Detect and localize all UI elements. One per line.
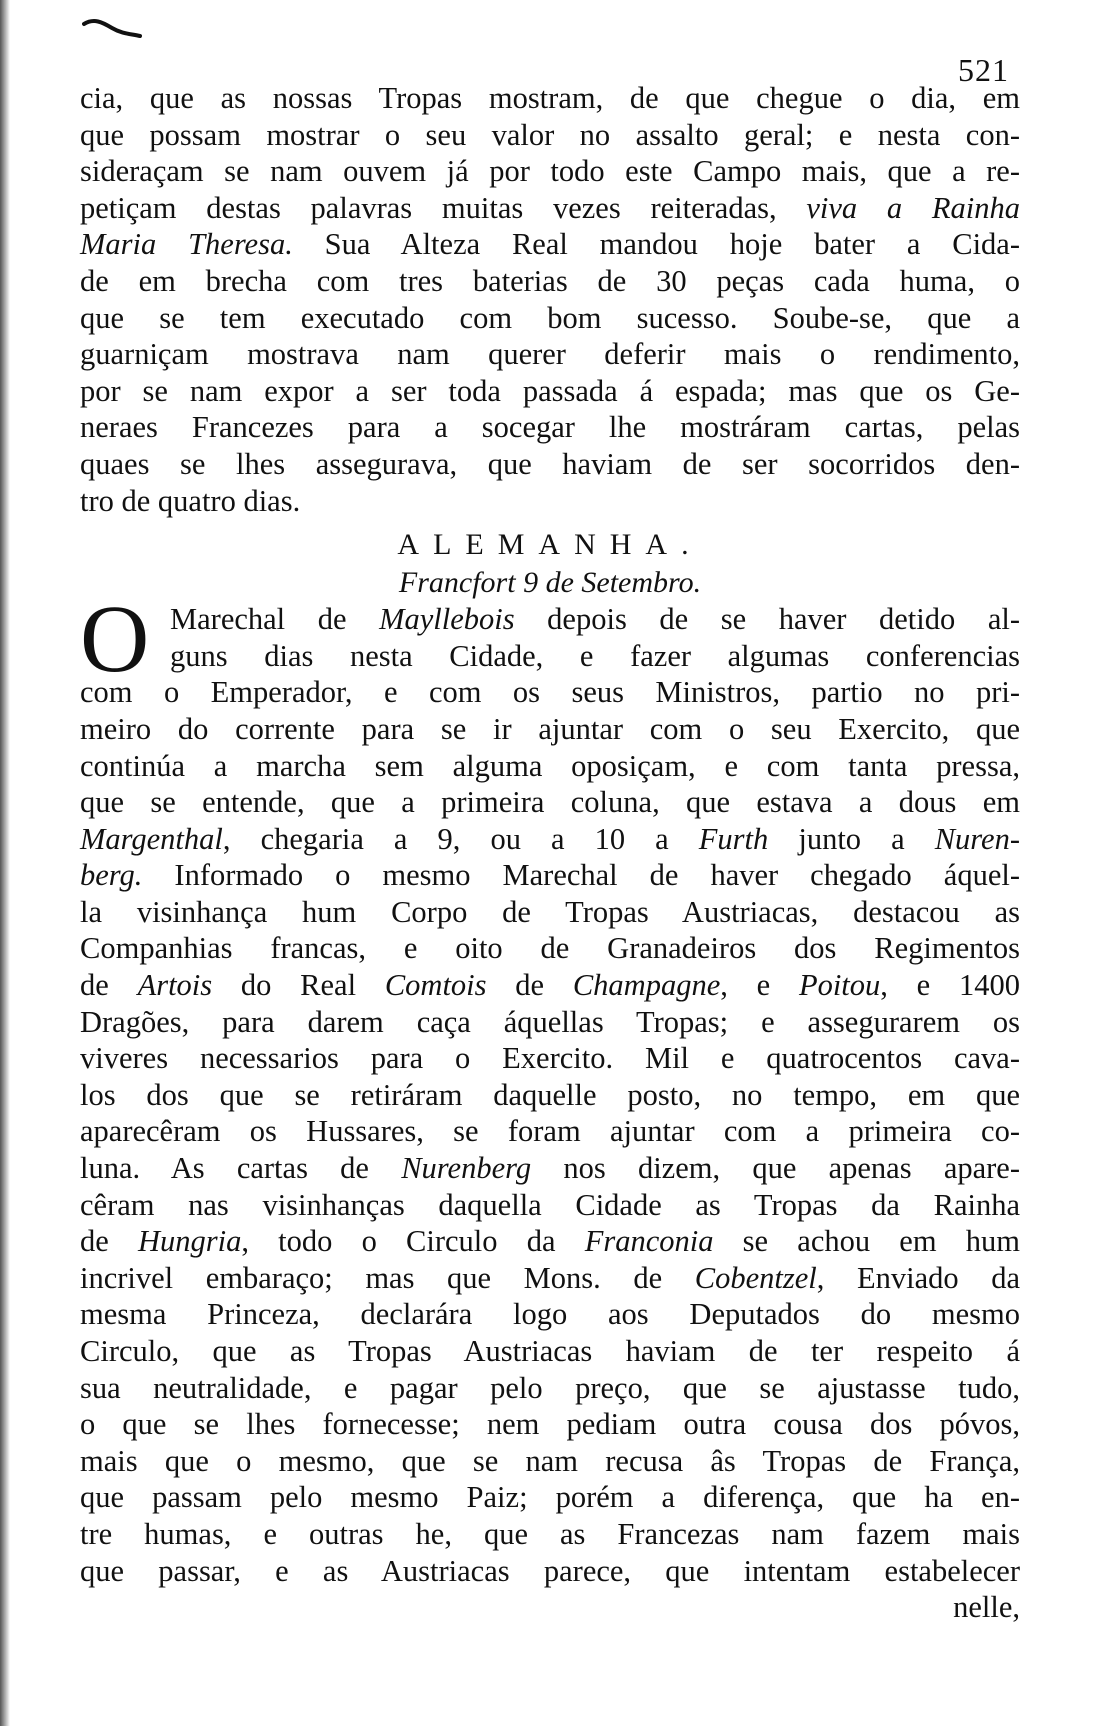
text-run: guarniçam mostrava nam querer deferir mais o rendimento,	[80, 337, 1020, 372]
italic-text: Champagne	[572, 968, 721, 1003]
text-line	[80, 1479, 1020, 1516]
italic-text: Mayllebois	[379, 602, 515, 637]
section-title: ALEMANHA.	[397, 528, 703, 562]
text-run: que possam mostrar o seu valor no assalto geral; e nesta con-	[80, 117, 1020, 152]
italic-text: Maria Theresa.	[80, 227, 293, 262]
text-line	[80, 1406, 1020, 1443]
text-run: cia, que as nossas Tropas mostram, de que chegue o dia, em	[80, 81, 1020, 115]
text-run: se achou em hum	[713, 1224, 1020, 1259]
text-run: sua neutralidade, e pagar pelo preço, que se ajustasse tudo,	[80, 1370, 1020, 1405]
text-run: por se nam expor a ser toda passada á espada; mas que os Ge-	[80, 373, 1020, 408]
text-run: , e	[720, 968, 799, 1003]
text-line	[80, 336, 1020, 373]
text-line	[80, 1553, 1020, 1590]
text-line	[80, 1443, 1020, 1480]
text-line	[80, 857, 1020, 894]
text-run: tre humas, e outras he, que as Francezas nam fazem mais	[80, 1516, 1020, 1551]
text-line	[80, 409, 1020, 446]
text-line	[80, 1370, 1020, 1407]
text-run: neraes Francezes para a socegar lhe mostráram cartas, pelas	[80, 410, 1020, 445]
italic-text: Hungria	[137, 1224, 242, 1259]
text-run: sideraçam se nam ouvem já por todo este Campo mais, que a re-	[80, 154, 1020, 189]
text-line	[80, 638, 1020, 675]
italic-text: Franconia	[584, 1224, 714, 1259]
text-run: tro de quatro dias.	[80, 483, 301, 518]
text-run: mais que o mesmo, que se nam recusa âs Tropas de França,	[80, 1443, 1020, 1478]
text-run: que se tem executado com bom sucesso. Soube-se, que a	[80, 300, 1020, 335]
italic-text: Margenthal	[80, 821, 223, 856]
text-run: de	[80, 1224, 138, 1259]
corner-ink-mark	[82, 12, 142, 42]
text-line	[80, 1077, 1020, 1114]
text-run: cêram nas visinhanças daquella Cidade as Tropas da Rainha	[80, 1187, 1020, 1222]
text-line	[80, 1296, 1020, 1333]
text-run: Dragões, para darem caça áquellas Tropas; e assegurarem os	[80, 1004, 1020, 1039]
text-line	[80, 930, 1020, 967]
text-run: que se entende, que a primeira coluna, que estava a dous em	[80, 785, 1020, 820]
text-run: Companhias francas, e oito de Granadeiros dos Regimentos	[80, 931, 1020, 966]
text-line	[80, 263, 1020, 300]
text-line	[80, 1333, 1020, 1370]
text-line	[80, 1223, 1020, 1260]
text-line	[80, 226, 1020, 263]
drop-cap: O	[80, 585, 150, 693]
text-line	[80, 300, 1020, 337]
text-run: , todo o Circulo da	[241, 1224, 585, 1259]
text-line	[80, 1150, 1020, 1187]
text-run: guns dias nesta Cidade, e fazer algumas conferencias	[170, 638, 1020, 673]
text-line	[80, 674, 1020, 711]
page-number: 521	[958, 52, 1009, 88]
text-run: , e 1400	[880, 968, 1020, 1003]
text-run: luna. As cartas de	[80, 1151, 402, 1186]
text-run: petiçam destas palavras muitas vezes reiteradas,	[80, 190, 807, 225]
text-line	[80, 748, 1020, 785]
text-run: incrivel embaraço; mas que Mons. de	[80, 1260, 695, 1295]
text-run: junto a	[768, 821, 935, 856]
text-run: com o Emperador, e com os seus Ministros, partio no pri-	[80, 675, 1020, 710]
text-line	[80, 190, 1020, 227]
italic-text: Artois	[137, 968, 213, 1003]
text-line	[80, 1260, 1020, 1297]
text-line	[80, 894, 1020, 931]
text-line	[80, 373, 1020, 410]
italic-text: Nurenberg	[401, 1151, 532, 1186]
page-gutter-shadow	[0, 0, 10, 1726]
text-line	[80, 821, 1020, 858]
text-run: depois de se haver detido al-	[514, 602, 1020, 637]
text-run: Marechal de	[170, 602, 380, 637]
text-run: aparecêram os Hussares, se foram ajuntar com a primeira co-	[80, 1114, 1020, 1149]
text-run: viveres necessarios para o Exercito. Mil e quatrocentos cava-	[80, 1041, 1020, 1076]
italic-text: viva a Rainha	[806, 190, 1020, 225]
text-run: do Real	[212, 968, 385, 1003]
text-run: mesma Princeza, declarára logo aos Deputados do mesmo	[80, 1297, 1020, 1332]
text-run: los dos que se retiráram daquelle posto, no tempo, em que	[80, 1077, 1020, 1112]
text-line	[80, 967, 1020, 1004]
italic-text: Nuren-	[934, 821, 1020, 856]
text-run: Sua Alteza Real mandou hoje bater a Cida-	[292, 227, 1020, 262]
text-run: Informado o mesmo Marechal de haver chegado áquel-	[142, 858, 1020, 893]
text-run: Circulo, que as Tropas Austriacas haviam de ter respeito á	[80, 1334, 1020, 1368]
text-run: nos dizem, que apenas apare-	[531, 1151, 1021, 1186]
dateline: Francfort 9 de Setembro.	[398, 566, 702, 600]
text-line	[80, 711, 1020, 748]
text-run: de	[486, 968, 573, 1003]
text-line	[80, 117, 1020, 154]
text-run: que passar, e as Austriacas parece, que intentam estabelecer	[80, 1553, 1020, 1588]
catchword: nelle,	[953, 1590, 1020, 1625]
text-run: , Enviado da	[816, 1260, 1020, 1295]
text-line	[80, 153, 1020, 190]
text-line	[80, 784, 1020, 821]
italic-text: Comtois	[384, 968, 487, 1003]
text-run: que passam pelo mesmo Paiz; porém a diferença, que ha en-	[80, 1480, 1020, 1515]
text-run: de em brecha com tres baterias de 30 peças cada huma, o	[80, 263, 1020, 298]
text-run: o que se lhes fornecesse; nem pediam outra cousa dos póvos,	[80, 1407, 1020, 1442]
text-line	[80, 483, 1020, 520]
text-line	[80, 1187, 1020, 1224]
text-line	[80, 80, 1020, 117]
italic-text: berg.	[80, 858, 143, 893]
text-line	[80, 1040, 1020, 1077]
text-line	[80, 1113, 1020, 1150]
italic-text: Poitou	[798, 968, 881, 1003]
text-run: quaes se lhes assegurava, que haviam de ser socorridos den-	[80, 446, 1020, 481]
italic-text: Cobentzel	[694, 1260, 817, 1295]
text-run: , chegaria a 9, ou a 10 a	[222, 821, 699, 856]
text-line	[80, 601, 1020, 638]
paragraph-alemanha	[80, 585, 1021, 1589]
text-run: la visinhança hum Corpo de Tropas Austriacas, destacou as	[80, 894, 1020, 929]
italic-text: Furth	[698, 821, 769, 856]
text-run: continúa a marcha sem alguma oposiçam, e com tanta pressa,	[80, 748, 1020, 783]
text-block	[80, 80, 1020, 1626]
paragraph-continued	[80, 80, 1020, 519]
text-run: de	[80, 968, 138, 1003]
text-line	[80, 446, 1020, 483]
text-line	[80, 1004, 1020, 1041]
text-run: meiro do corrente para se ir ajuntar com o seu Exercito, que	[80, 711, 1020, 746]
text-line	[80, 1516, 1020, 1553]
